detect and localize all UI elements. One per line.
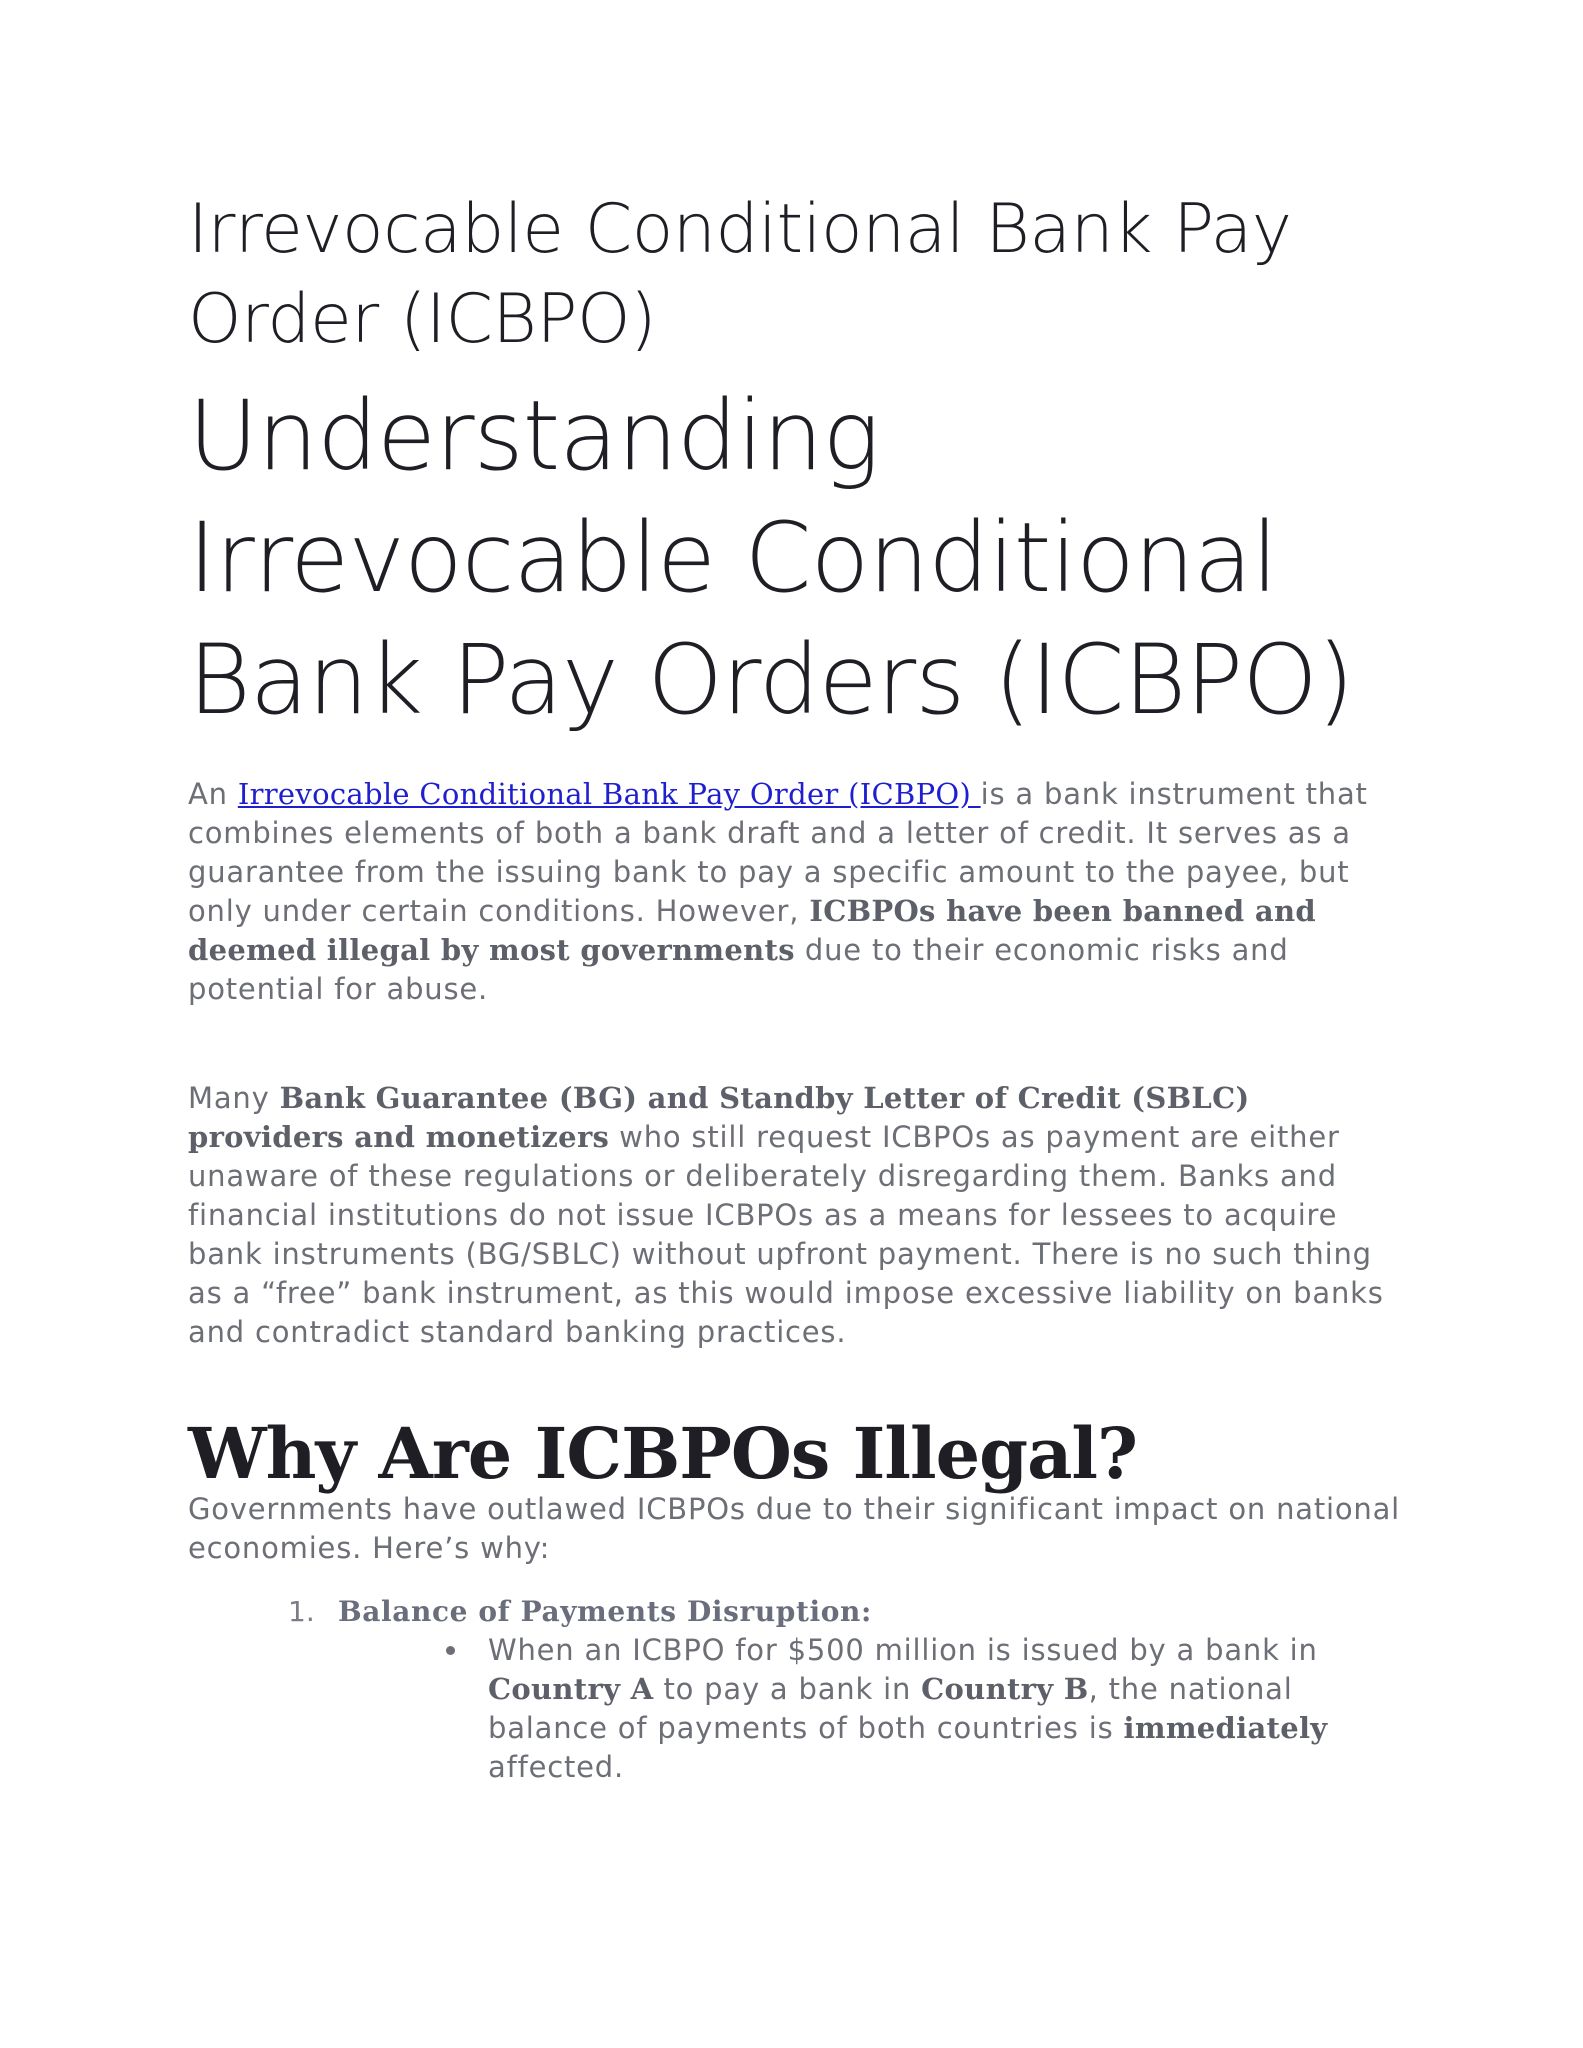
- bullet-text-1: When an ICBPO for $500 million is issued by a bank in: [488, 1633, 1318, 1667]
- reasons-list: [188, 1592, 1403, 1787]
- intro-text-1: is a bank instrument that combines elements of both a bank draft and a letter of credit. It serves as a guarantee from the issuing bank to pay a specific amount to the payee, but only under certain conditions. However,: [188, 777, 1368, 928]
- bullet-list: [338, 1631, 1403, 1787]
- bullet-bold-2: Country B: [921, 1672, 1089, 1706]
- section-heading: Why Are ICBPOs Illegal?: [188, 1412, 1138, 1495]
- section-intro: Governments have outlawed ICBPOs due to their significant impact on national economies. Here’s why:: [188, 1492, 1401, 1565]
- intro-bold-1: ICBPOs have been banned and deemed illegal by most governments: [188, 894, 1316, 967]
- list-item-number: 1.: [288, 1595, 315, 1628]
- bullet-dot-icon: [446, 1646, 455, 1655]
- bullet-text-3: , the national balance of payments of both countries is: [488, 1672, 1293, 1745]
- icbpo-link[interactable]: Irrevocable Conditional Bank Pay Order (ICBPO): [237, 777, 981, 811]
- list-item-title: Balance of Payments Disruption:: [338, 1595, 872, 1628]
- para2-bold-1: Bank Guarantee (BG) and Standby Letter of Credit (SBLC) providers and monetizers: [188, 1081, 1250, 1154]
- intro-text-2: due to their economic risks and potential for abuse.: [188, 933, 1289, 1006]
- bullet-text-4: affected.: [488, 1750, 625, 1784]
- para2-text-1: who still request ICBPOs as payment are either unaware of these regulations or deliberately disregarding them. Banks and financial institutions do not issue ICBPOs as a means for lessees to acquire bank instruments (BG/SBLC) without upfront payment. There is no such thing as a “free” bank instrument, as this would impose excessive liability on banks and contradict standard banking practices.: [188, 1120, 1384, 1349]
- main-heading: Understanding Irrevocable Conditional Bank Pay Orders (ICBPO): [188, 380, 1354, 736]
- document-title: Irrevocable Conditional Bank Pay Order (ICBPO): [188, 190, 1292, 359]
- intro-paragraph: [188, 775, 1403, 1009]
- bullet-item: [488, 1631, 1328, 1787]
- para2-prefix: Many: [188, 1081, 280, 1115]
- intro-prefix: An: [188, 777, 238, 811]
- bullet-bold-3: immediately: [1123, 1711, 1328, 1745]
- bullet-text-2: to pay a bank in: [653, 1672, 922, 1706]
- list-item: [188, 1592, 1403, 1787]
- providers-paragraph: [188, 1079, 1403, 1352]
- bullet-bold-1: Country A: [488, 1672, 654, 1706]
